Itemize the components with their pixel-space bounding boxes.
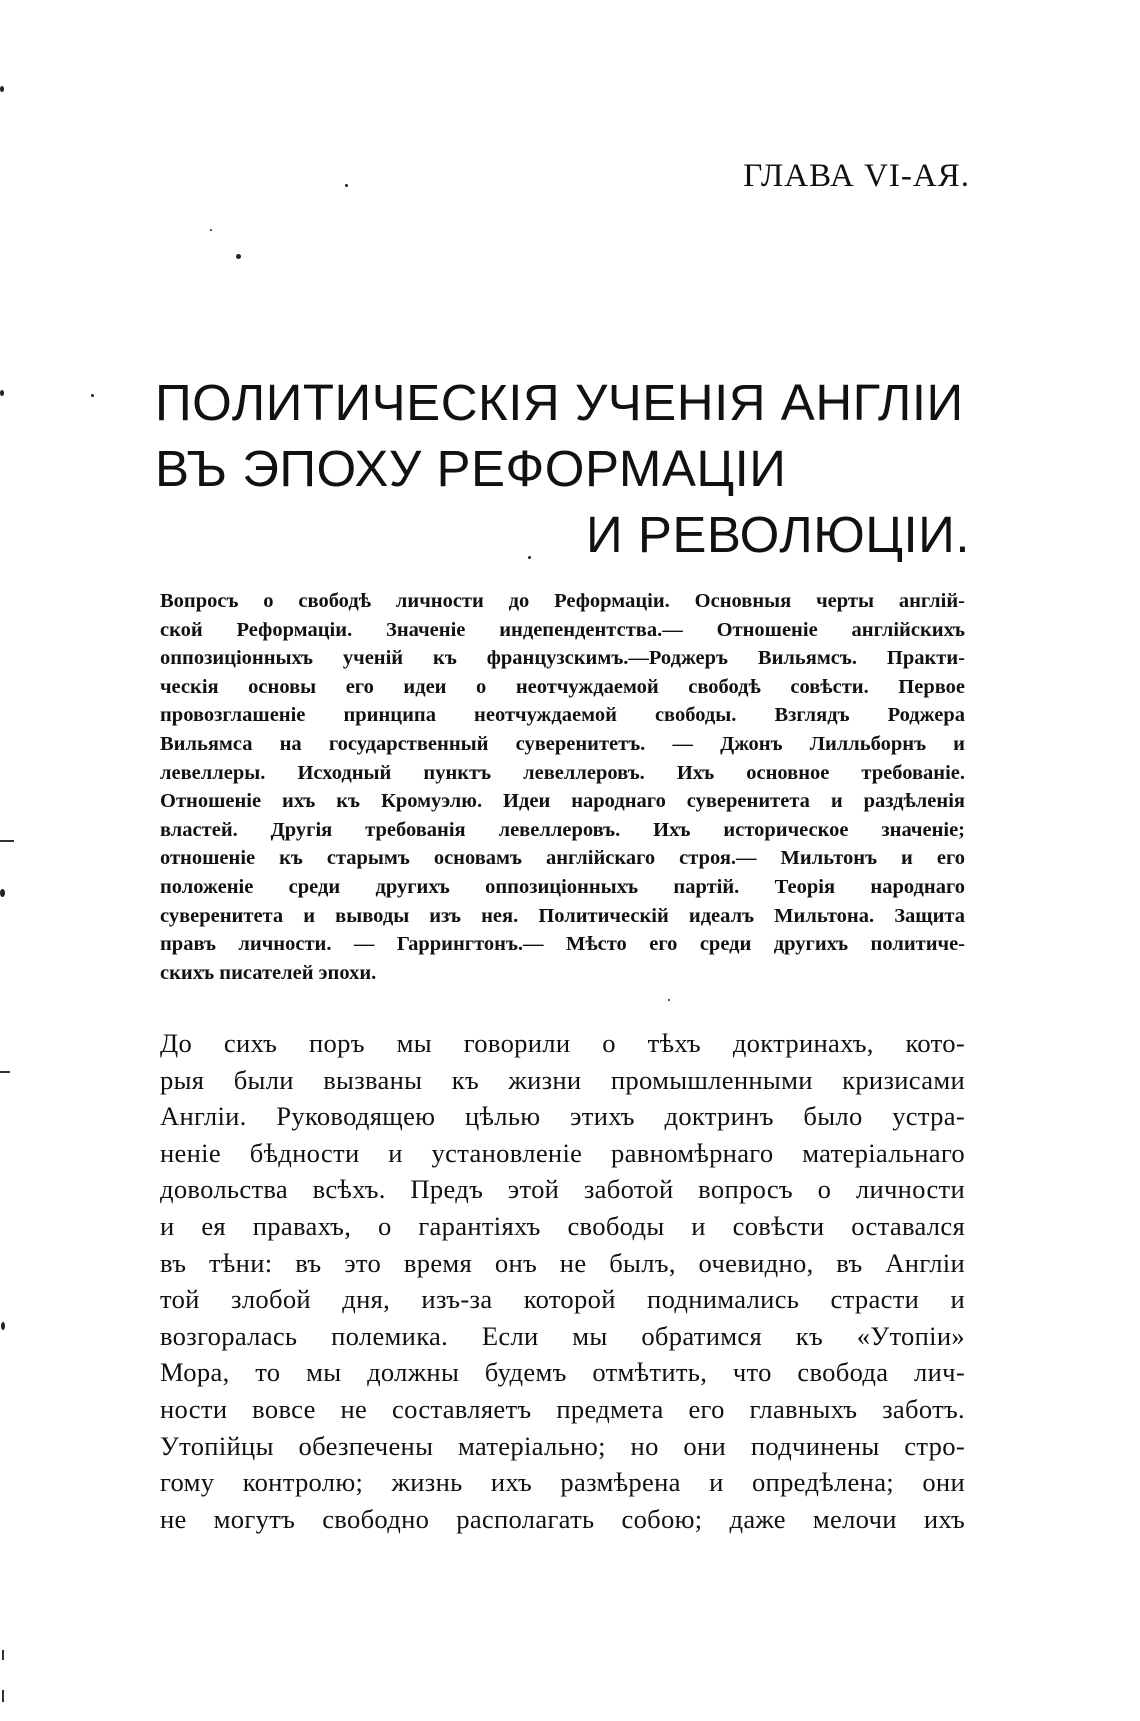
body-paragraph	[160, 1025, 965, 1537]
summary-line: правъ личности. — Гаррингтонъ.— Мѣсто его среди другихъ политиче-	[160, 933, 965, 956]
summary-line: Вопросъ о свободѣ личности до Реформаціи. Основныя черты англій-	[160, 590, 965, 612]
summary-line: властей. Другія требованія левеллеровъ. Ихъ историческое значеніе;	[160, 818, 965, 841]
chapter-summary	[160, 587, 965, 987]
summary-line: провозглашеніе принципа неотчуждаемой свободы. Взглядъ Роджера	[160, 704, 965, 727]
summary-line: левеллеры. Исходный пунктъ левеллеровъ. Ихъ основное требованіе.	[160, 761, 965, 784]
body-line: Англіи. Руководящею цѣлью этихъ доктринъ было устра-	[160, 1101, 965, 1132]
body-line: неніе бѣдности и установленіе равномѣрнаго матеріальнаго	[160, 1137, 965, 1168]
title-line: ВЪ ЭПОХУ РЕФОРМАЦІИ	[155, 440, 787, 497]
chapter-title	[155, 370, 970, 568]
body-line: До сихъ поръ мы говорили о тѣхъ доктринахъ, кото-	[160, 1028, 965, 1058]
summary-line: Отношеніе ихъ къ Кромуэлю. Идеи народнаго суверенитета и раздѣленія	[160, 790, 965, 813]
body-line: Мора, то мы должны будемъ отмѣтить, что свобода лич-	[160, 1357, 965, 1388]
margin-mark	[2, 1690, 4, 1702]
margin-mark	[2, 1650, 4, 1660]
scan-speck	[0, 390, 4, 396]
summary-line: суверенитета и выводы изъ нея. Политическій идеалъ Мильтона. Защита	[160, 904, 965, 927]
scan-speck	[91, 394, 94, 397]
chapter-label: ГЛАВА VI-АЯ.	[743, 158, 970, 194]
body-line: Утопійцы обезпечены матеріально; но они подчинены стро-	[160, 1430, 965, 1461]
summary-line: отношеніе къ старымъ основамъ англійскаго строя.— Мильтонъ и его	[160, 847, 965, 870]
summary-line: скихъ писателей эпохи.	[160, 961, 377, 984]
summary-line: ческія основы его идеи о неотчуждаемой свободѣ совѣсти. Первое	[160, 675, 965, 698]
body-line: той злобой дня, изъ-за которой поднимались страсти и	[160, 1284, 965, 1315]
title-line: И РЕВОЛЮЦІИ.	[586, 506, 970, 563]
body-line: въ тѣни: въ это время онъ не былъ, очевидно, въ Англіи	[160, 1247, 965, 1278]
scan-speck	[0, 86, 4, 92]
margin-mark	[0, 1071, 10, 1073]
title-line: ПОЛИТИЧЕСКІЯ УЧЕНІЯ АНГЛІИ	[155, 374, 964, 431]
scan-speck	[668, 999, 670, 1001]
summary-line: Вильямса на государственный суверенитетъ. — Джонъ Лилльборнъ и	[160, 732, 965, 755]
scan-speck	[345, 184, 348, 187]
scan-speck	[0, 889, 5, 897]
summary-line: оппозиціонныхъ ученій къ французскимъ.—Роджеръ Вильямсъ. Практи-	[160, 647, 965, 670]
body-line: гому контролю; жизнь ихъ размѣрена и опредѣлена; они	[160, 1467, 965, 1498]
scan-speck	[528, 556, 531, 559]
body-line: рыя были вызваны къ жизни промышленными кризисами	[160, 1064, 965, 1095]
body-line: и ея правахъ, о гарантіяхъ свободы и совѣсти оставался	[160, 1210, 965, 1241]
scan-speck	[1, 1322, 5, 1330]
body-line: возгоралась полемика. Если мы обратимся къ «Утопіи»	[160, 1320, 965, 1351]
body-line: не могутъ свободно располагать собою; даже мелочи ихъ	[160, 1503, 965, 1534]
summary-line: ской Реформаціи. Значеніе индепендентства.— Отношеніе англійскихъ	[160, 618, 965, 641]
body-line: ности вовсе не составляетъ предмета его главныхъ заботъ.	[160, 1393, 965, 1424]
scan-speck	[236, 254, 241, 259]
summary-line: положеніе среди другихъ оппозиціонныхъ партій. Теорія народнаго	[160, 875, 965, 898]
body-line: довольства всѣхъ. Предъ этой заботой вопросъ о личности	[160, 1174, 965, 1205]
margin-mark	[0, 840, 14, 842]
scan-speck	[210, 229, 212, 231]
